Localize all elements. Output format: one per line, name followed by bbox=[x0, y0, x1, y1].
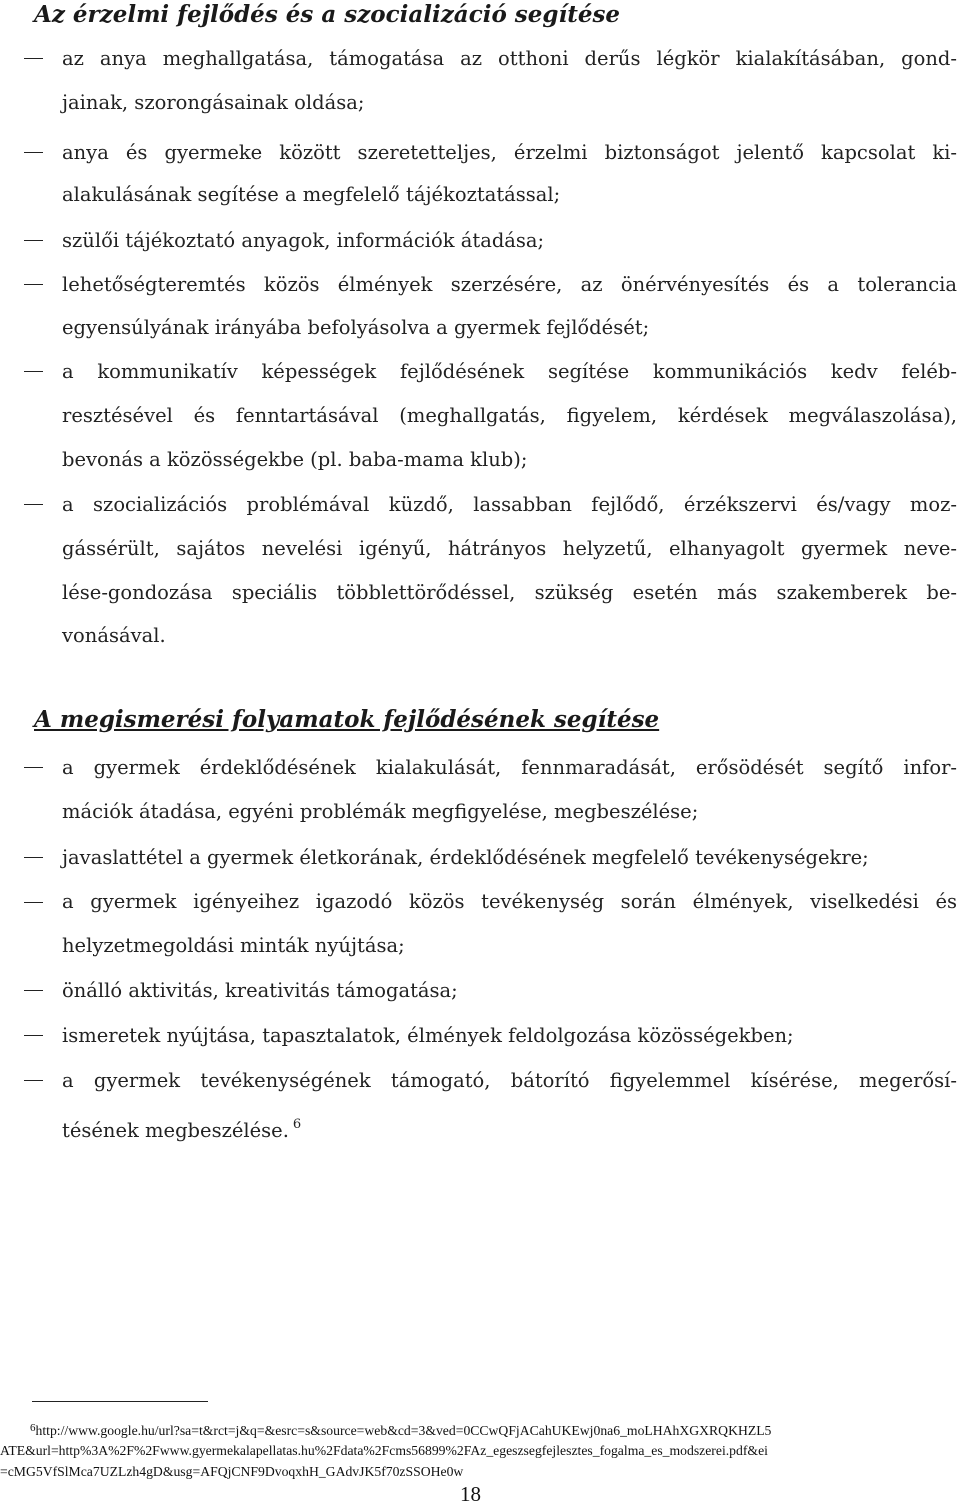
dash-bullet bbox=[24, 857, 43, 858]
list-item-line: az anya meghallgatása, támogatása az otthoni derűs légkör kialakításában, gond- bbox=[62, 47, 957, 70]
list-item-line: mációk átadása, egyéni problémák megfigyelése, megbeszélése; bbox=[62, 800, 699, 823]
footnote-url-part: http://www.google.hu/url?sa=t&rct=j&q=&esrc=s&source=web&cd=3&ved=0CCwQFjACahUKEwj0na6_moLHAhXGXRQKHZL5 bbox=[35, 1423, 772, 1438]
list-item-line: önálló aktivitás, kreativitás támogatása; bbox=[62, 979, 458, 1002]
list-item-line: alakulásának segítése a megfelelő tájékoztatással; bbox=[62, 183, 561, 206]
list-item-line: a szocializációs problémával küzdő, lassabban fejlődő, érzékszervi és/vagy moz- bbox=[62, 493, 957, 516]
list-item-text: tésének megbeszélése. bbox=[62, 1119, 289, 1142]
list-item-line: a gyermek érdeklődésének kialakulását, fennmaradását, erősödését segítő infor- bbox=[62, 756, 957, 779]
list-item-line: egyensúlyának irányába befolyásolva a gyermek fejlődését; bbox=[62, 316, 650, 339]
dash-bullet bbox=[24, 58, 43, 59]
dash-bullet bbox=[24, 1080, 43, 1081]
list-item-line: gássérült, sajátos nevelési igényű, hátrányos helyzetű, elhanyagolt gyermek neve- bbox=[62, 537, 957, 560]
list-item-line: helyzetmegoldási minták nyújtása; bbox=[62, 934, 405, 957]
list-item-line: a kommunikatív képességek fejlődésének segítése kommunikációs kedv feléb- bbox=[62, 360, 957, 383]
dash-bullet bbox=[24, 767, 43, 768]
list-item-line: lése-gondozása speciális többlettörődéssel, szükség esetén más szakemberek be- bbox=[62, 581, 957, 604]
section-heading-emotional-development: Az érzelmi fejlődés és a szocializáció segítése bbox=[34, 1, 621, 28]
dash-bullet bbox=[24, 152, 43, 153]
list-item-line: bevonás a közösségekbe (pl. baba-mama klub); bbox=[62, 448, 528, 471]
footnote-divider bbox=[32, 1401, 208, 1402]
dash-bullet bbox=[24, 990, 43, 991]
list-item-line: jainak, szorongásainak oldása; bbox=[62, 91, 365, 114]
footnote-line[interactable] bbox=[30, 1418, 960, 1441]
dash-bullet bbox=[24, 371, 43, 372]
list-item-line: a gyermek igényeihez igazodó közös tevékenység során élmények, viselkedési és bbox=[62, 890, 957, 913]
dash-bullet bbox=[24, 504, 43, 505]
section-heading-cognitive-development: A megismerési folyamatok fejlődésének segítése bbox=[34, 706, 660, 733]
page-number: 18 bbox=[460, 1482, 481, 1506]
list-item-line bbox=[62, 1103, 960, 1153]
dash-bullet bbox=[24, 284, 43, 285]
list-item-line: a gyermek tevékenységének támogató, bátorító figyelemmel kísérése, megerősí- bbox=[62, 1069, 957, 1092]
dash-bullet bbox=[24, 240, 43, 241]
footnote-reference[interactable]: 6 bbox=[292, 1117, 302, 1132]
list-item-line: ismeretek nyújtása, tapasztalatok, élmények feldolgozása közösségekben; bbox=[62, 1024, 794, 1047]
dash-bullet bbox=[24, 902, 43, 903]
list-item-line: szülői tájékoztató anyagok, információk átadása; bbox=[62, 229, 545, 252]
list-item-line: vonásával. bbox=[62, 624, 166, 647]
list-item-line: javaslattétel a gyermek életkorának, érdeklődésének megfelelő tevékenységekre; bbox=[62, 846, 869, 869]
footnote-line[interactable]: ATE&url=http%3A%2F%2Fwww.gyermekalapellatas.hu%2Fdata%2Fcms56899%2FAz_egeszsegfejlesztes_fogalma_es_modszerei.pdf&ei bbox=[0, 1443, 768, 1458]
list-item-line: resztésével és fenntartásával (meghallgatás, figyelem, kérdések megválaszolása), bbox=[62, 404, 957, 427]
footnote-number: 6 bbox=[30, 1422, 36, 1434]
list-item-line: anya és gyermeke között szeretetteljes, érzelmi biztonságot jelentő kapcsolat ki- bbox=[62, 141, 957, 164]
footnote-line[interactable]: =cMG5VfSlMca7UZLzh4gD&usg=AFQjCNF9DvoqxhH_GAdvJK5f70zSSOHe0w bbox=[0, 1464, 464, 1479]
dash-bullet bbox=[24, 1035, 43, 1036]
list-item-line: lehetőségteremtés közös élmények szerzésére, az önérvényesítés és a tolerancia bbox=[62, 273, 957, 296]
